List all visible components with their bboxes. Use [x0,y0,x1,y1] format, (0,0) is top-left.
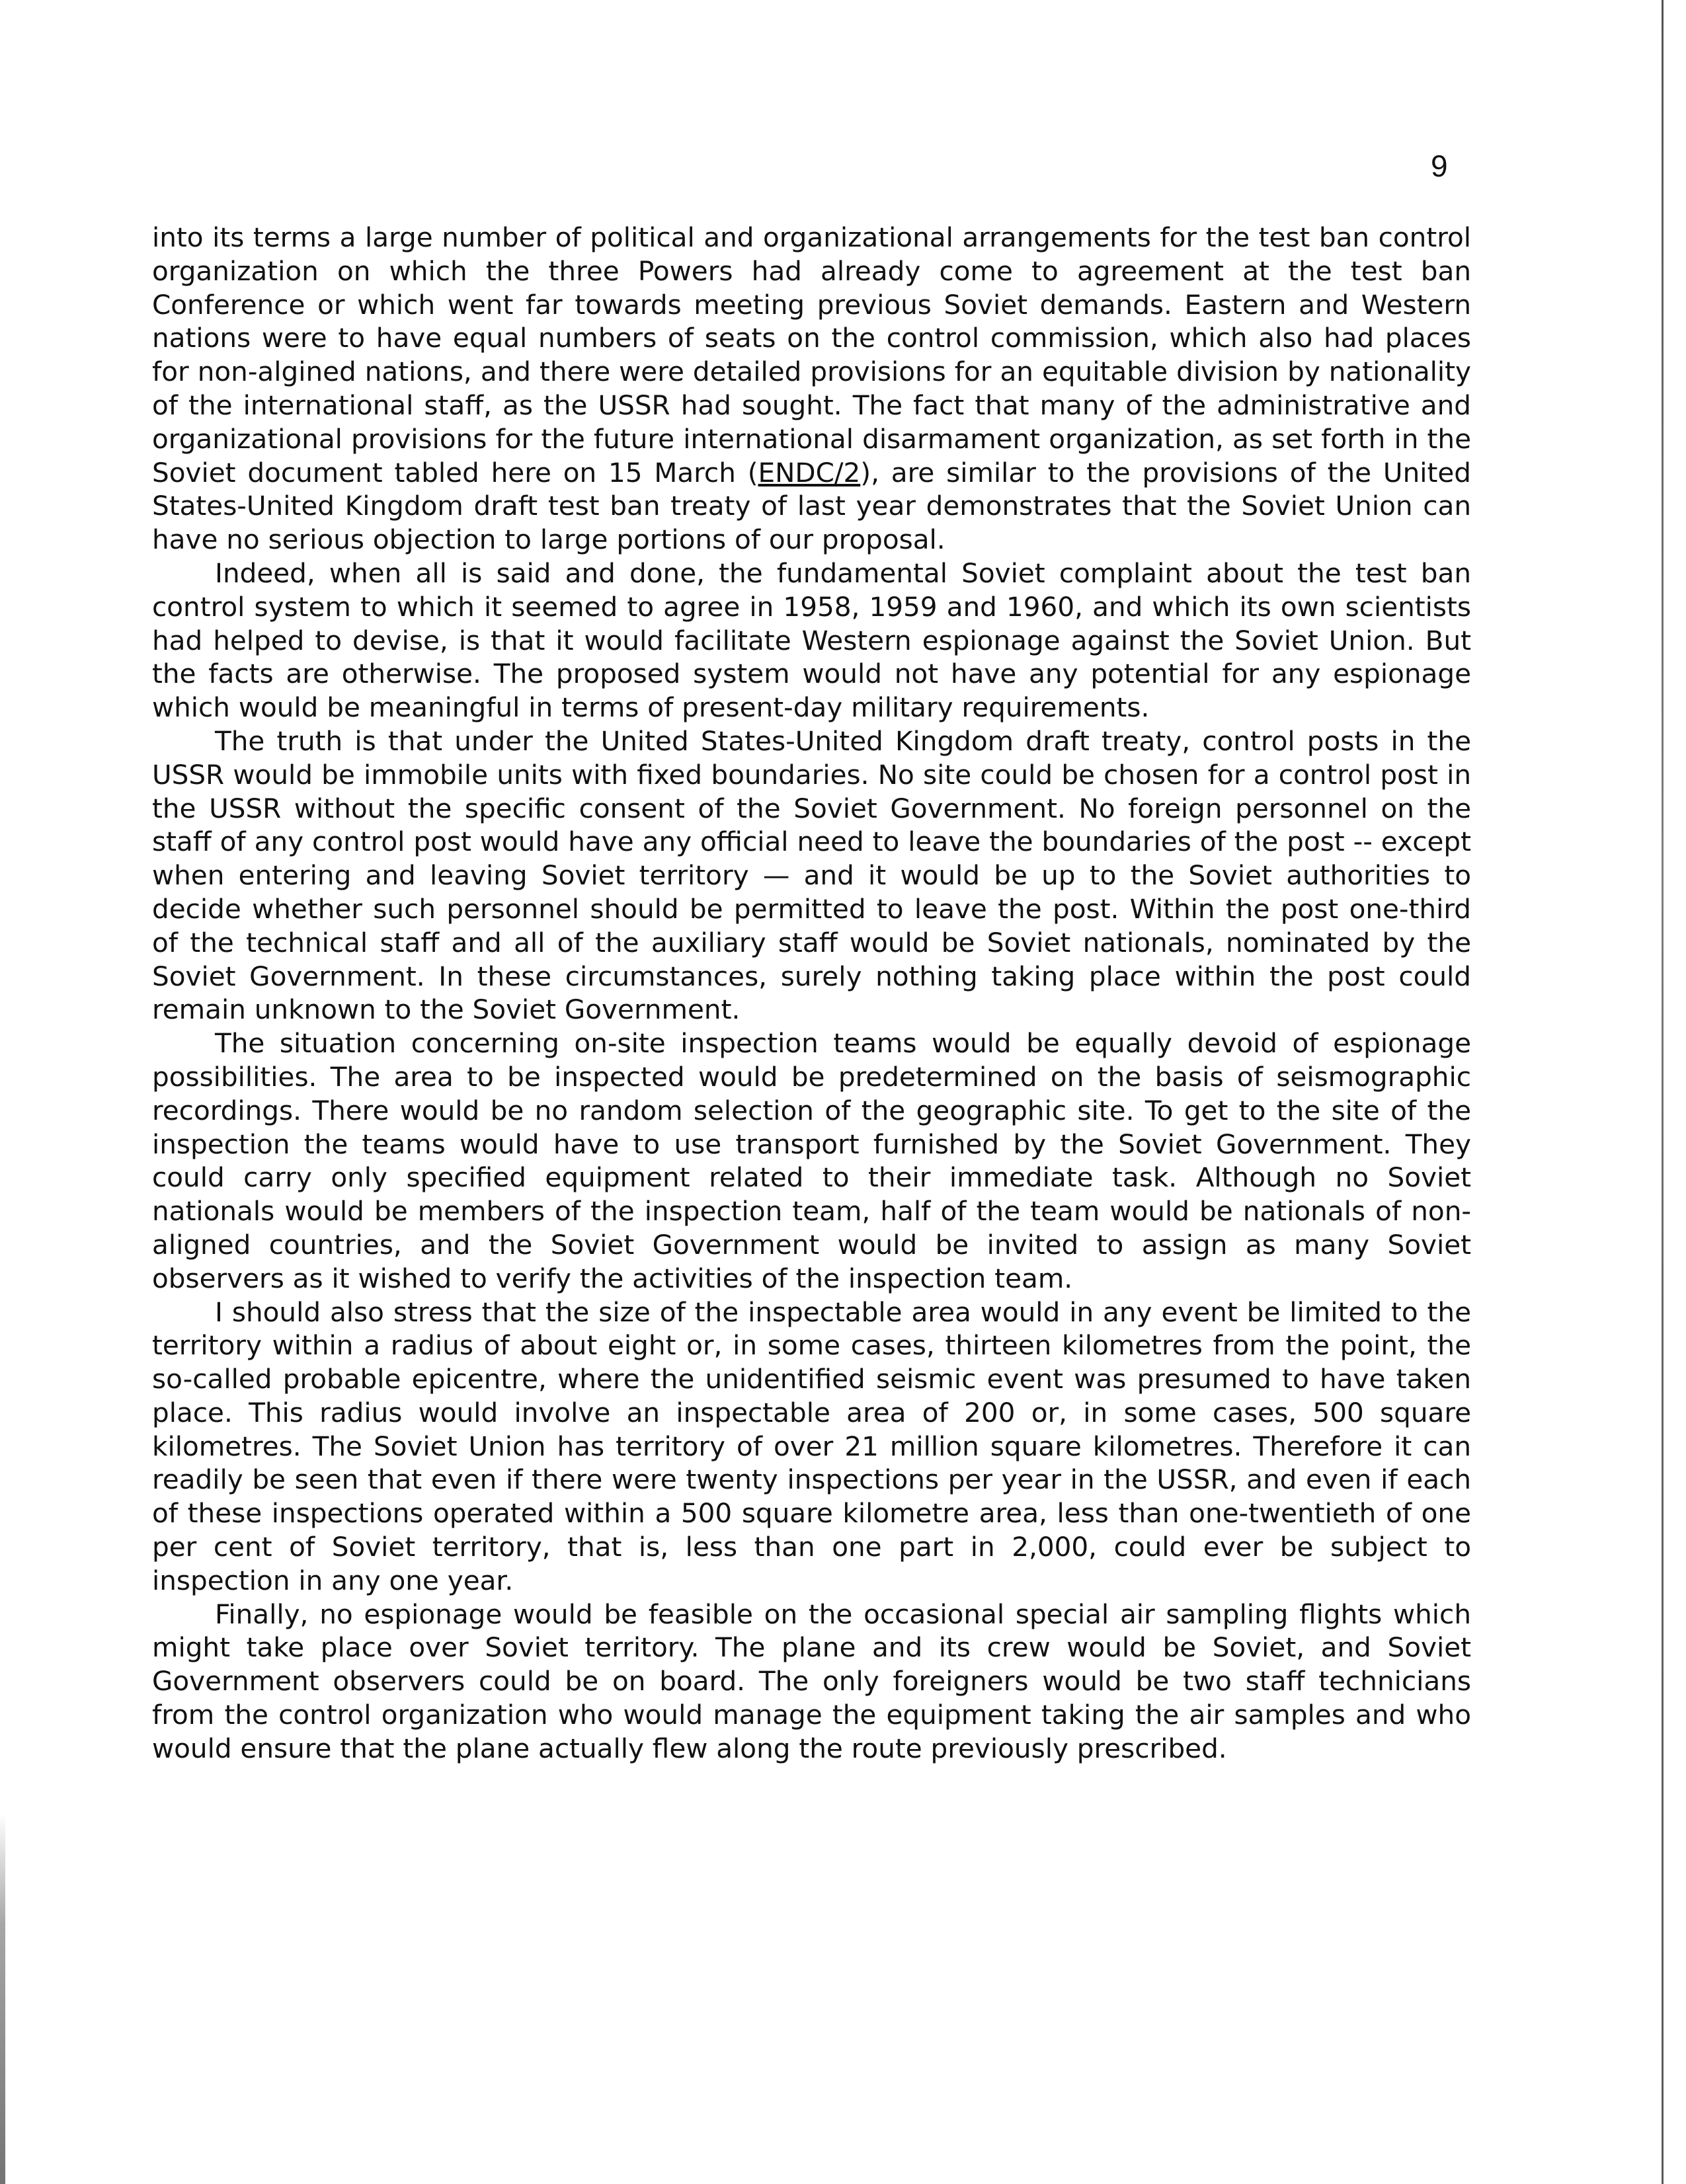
scan-page-edge [1662,0,1664,2184]
paragraph-6: Finally, no espionage would be feasible on the occasional special air sampling flights which might take place over Soviet territory. The plane and its crew would be Soviet, and Soviet Government observers could be on board. The only foreigners would be two staff technicians from the control organization who would manage the equipment taking the air samples and who would ensure that the plane actually flew along the route previously prescribed. [152,1598,1471,1764]
paragraph-5: I should also stress that the size of the inspectable area would in any event be limited to the territory within a radius of about eight or, in some cases, thirteen kilometres from the point, the so-called probable epicentre, where the unidentified seismic event was presumed to have taken place. This radius would involve an inspectable area of 200 or, in some cases, 500 square kilometres. The Soviet Union has territory of over 21 million square kilometres. Therefore it can readily be seen that even if there were twenty inspections per year in the USSR, and even if each of these inspections operated within a 500 square kilometre area, less than one-twentieth of one per cent of Soviet territory, that is, less than one part in 2,000, could ever be subject to inspection in any one year. [152,1296,1471,1596]
body-text [152,221,1471,1766]
page-number: 9 [1431,149,1448,183]
paragraph-3: The truth is that under the United States-United Kingdom draft treaty, control posts in the USSR would be immobile units with fixed boundaries. No site could be chosen for a control post in the USSR without the specific consent of the Soviet Government. No foreign personnel on the staff of any control post would have any official need to leave the boundaries of the post -- except when entering and leaving Soviet territory — and it would be up to the Soviet authorities to decide whether such personnel should be permitted to leave the post. Within the post one-third of the technical staff and all of the auxiliary staff would be Soviet nationals, nominated by the Soviet Government. In these circumstances, surely nothing taking place within the post could remain unknown to the Soviet Government. [152,724,1471,1026]
scan-binding-shadow [0,1814,5,2184]
paragraph-4: The situation concerning on-site inspection teams would be equally devoid of espionage possibilities. The area to be inspected would be predetermined on the basis of seismographic recordings. There would be no random selection of the geographic site. To get to the site of the inspection the teams would have to use transport furnished by the Soviet Government. They could carry only specified equipment related to their immediate task. Although no Soviet nationals would be members of the inspection team, half of the team would be nationals of non-aligned countries, and the Soviet Government would be invited to assign as many Soviet observers as it wished to verify the activities of the inspection team. [152,1027,1471,1294]
paragraph-1 [152,221,1471,557]
paragraph-1-text-before: into its terms a large number of political and organizational arrangements for the test ban control organization on which the three Powers had already come to agreement at the test ban Conference or which went far towards meeting previous Soviet demands. Eastern and Western nations were to have equal numbers of seats on the control commission, which also had places for non-algined nations, and there were detailed provisions for an equitable division by nationality of the international staff, as the USSR had sought. The fact that many of the administrative and organizational provisions for the future international disarmament organization, as set forth in the Soviet document tabled here on 15 March ( [152,221,1471,488]
paragraph-2: Indeed, when all is said and done, the fundamental Soviet complaint about the test ban control system to which it seemed to agree in 1958, 1959 and 1960, and which its own scientists had helped to devise, is that it would facilitate Western espionage against the Soviet Union. But the facts are otherwise. The proposed system would not have any potential for any espionage which would be meaningful in terms of present-day military requirements. [152,557,1471,724]
paragraph-1-text-after: ), are similar to the provisions of the United States-United Kingdom draft test ban treaty of last year demonstrates that the Soviet Union can have no serious objection to large portions of our proposal. [152,456,1472,556]
document-reference: ENDC/2 [758,456,861,488]
